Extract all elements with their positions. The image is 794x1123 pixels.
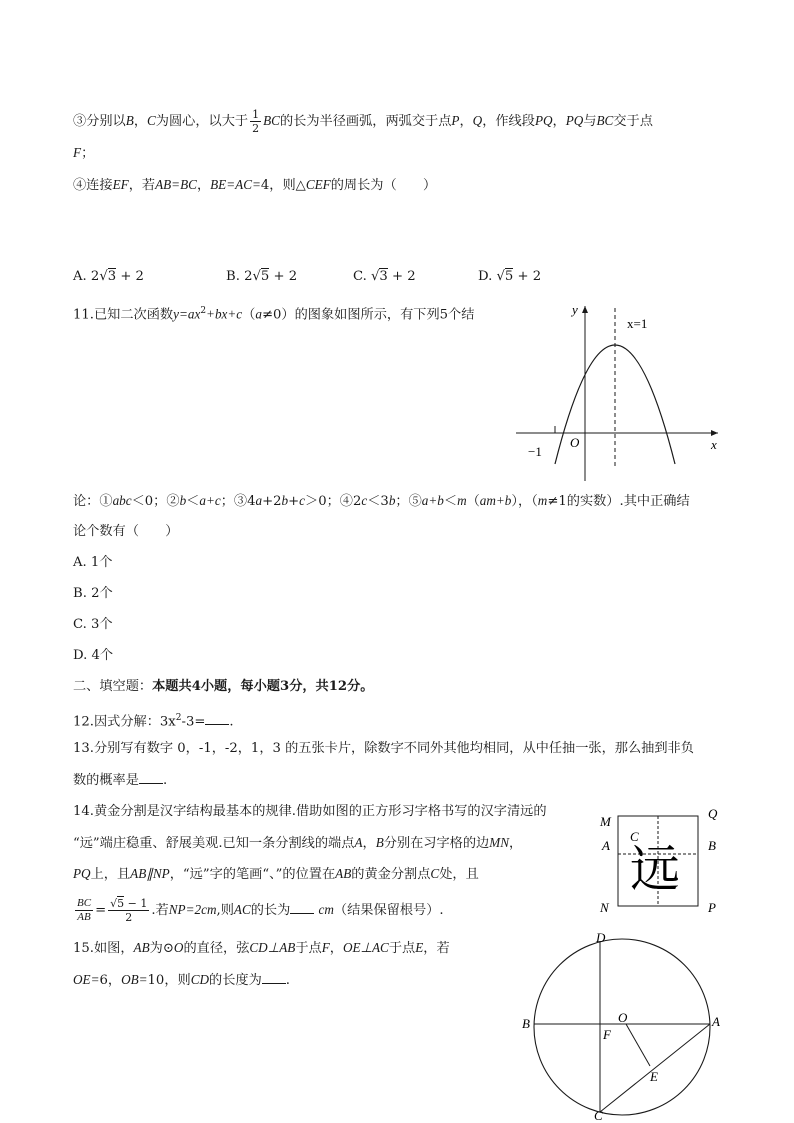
q14-text: “远”端庄稳重、舒展美观.已知一条分割线的端点 xyxy=(73,836,355,851)
q10-option-b xyxy=(226,269,297,284)
q10-var: CEF xyxy=(305,177,331,192)
heading-text: 二、填空题： xyxy=(73,679,153,694)
q10-text: 的周长为（ ） xyxy=(330,178,437,193)
heading-text: 分。 xyxy=(347,679,374,694)
q11-choice-b: B. 2个 xyxy=(73,586,113,601)
q11-choice-c: C. 3个 xyxy=(73,617,113,632)
frac-num-rest: − 1 xyxy=(124,897,148,910)
y-axis-arrow-icon xyxy=(582,306,588,313)
q12-text: 12.因式分解：3x xyxy=(73,714,176,730)
frac-num: BC xyxy=(77,897,92,909)
label-C: C xyxy=(594,1108,603,1123)
q11-text: ≠0）的图象如图所示，有下列5个结 xyxy=(261,307,475,323)
heading-text: 12 xyxy=(328,679,348,694)
q12-sup: 2 xyxy=(175,713,182,723)
q14-answer-blank[interactable] xyxy=(290,901,314,914)
q10-text: ； xyxy=(81,146,95,161)
label-C: C xyxy=(630,829,639,844)
y-label: y xyxy=(572,302,578,317)
q10-text: ，若 xyxy=(128,178,156,193)
q13-answer-blank[interactable] xyxy=(139,771,163,784)
q10-option-a xyxy=(73,269,144,284)
label-O: O xyxy=(618,1010,628,1025)
q14-text: ， xyxy=(362,836,376,851)
q11-text: ＜ xyxy=(443,494,458,509)
q10-var: BC xyxy=(263,113,280,128)
q15-line1 xyxy=(73,939,450,958)
q14-text: = xyxy=(95,903,107,918)
q11-text: 论：① xyxy=(73,494,113,509)
q10-text: 4，则△ xyxy=(260,178,306,193)
q14-line1: 14.黄金分割是汉字结构最基本的规律.借助如图的正方形习字格书写的汉字清远的 xyxy=(73,804,547,819)
q14-var: AB∥NP xyxy=(130,866,170,881)
q12-answer-blank[interactable] xyxy=(205,712,229,725)
q10-var: AB=BC xyxy=(155,177,197,192)
q10-var: PQ xyxy=(534,113,553,128)
q15-answer-blank[interactable] xyxy=(262,971,286,984)
q11-conclusions xyxy=(73,492,690,511)
golden-ratio-fraction xyxy=(108,897,149,924)
q10-var: B xyxy=(125,113,134,128)
option-rest: + 2 xyxy=(273,269,298,284)
q14-var: NP= xyxy=(168,902,195,917)
q11-text: + xyxy=(288,494,300,509)
q15-text: 的直径，弦 xyxy=(183,941,250,956)
label-E: E xyxy=(650,1069,658,1084)
q11-var: a+b xyxy=(421,493,444,508)
q15-text: 10，则 xyxy=(147,973,191,988)
q11-text: （ xyxy=(242,307,256,323)
heading-text: 3 xyxy=(280,679,290,694)
label-Q: Q xyxy=(708,806,718,821)
q11-var: a xyxy=(255,493,263,508)
q10-step4 xyxy=(73,176,436,195)
label-N: N xyxy=(600,900,609,915)
q11-text: ＜0；② xyxy=(131,494,180,509)
option-radicand: 3 xyxy=(379,269,388,284)
q11-text: 11.已知二次函数 xyxy=(73,307,174,323)
radicand: 5 xyxy=(117,897,125,910)
sqrt-icon: √ xyxy=(110,897,118,910)
q15-var: AB xyxy=(133,940,150,955)
q10-text: ， xyxy=(196,178,211,193)
heading-text: 小题，每小题 xyxy=(200,679,280,694)
q11-text: ；⑤ xyxy=(395,494,422,509)
q13-text: 数的概率是 xyxy=(73,773,139,788)
q15-text: 6， xyxy=(99,973,122,988)
q11-parabola-graph xyxy=(510,296,725,486)
q11-var: c xyxy=(299,493,306,508)
q10-var: EF xyxy=(112,177,129,192)
q14-line3 xyxy=(73,865,479,884)
neg-one-label: −1 xyxy=(528,444,542,459)
q12 xyxy=(73,709,234,731)
frac-den: 2 xyxy=(252,122,260,135)
q11-text: ；③4 xyxy=(220,494,256,509)
q10-text: 为圆心，以大于 xyxy=(155,114,249,129)
sqrt-icon: √ xyxy=(496,269,505,284)
option-letter: C. xyxy=(353,269,367,284)
q11-var: b xyxy=(281,493,289,508)
frac-den: 2 xyxy=(125,911,133,924)
option-letter: B. xyxy=(226,269,240,284)
q11-choice-a: A. 1个 xyxy=(73,555,113,570)
heading-text: 4 xyxy=(191,679,201,694)
q11-var: am+b xyxy=(479,493,512,508)
q11-var: m xyxy=(537,493,548,508)
q15-text: 为⊙ xyxy=(149,941,174,956)
segment-oe xyxy=(626,1024,650,1066)
label-M: M xyxy=(600,814,611,829)
q14-text: 的长为 xyxy=(250,903,291,918)
sqrt-icon: √ xyxy=(252,269,261,284)
q10-text: ， xyxy=(552,114,566,129)
q14-text: .若 xyxy=(151,903,169,918)
q11-text: ≠1的实数）.其中正确结 xyxy=(547,494,690,509)
option-radicand: 3 xyxy=(107,269,117,284)
q14-var: A xyxy=(354,835,363,850)
q10-step3-line2 xyxy=(73,144,94,163)
q13-line1: 13.分别写有数字 0，-1，-2，1，3 的五张卡片，除数字不同外其他均相同，从中任抽一张，那么抽到非负 xyxy=(73,741,694,756)
yuan-character: 远 xyxy=(630,841,680,897)
q15-text: 的长度为 xyxy=(209,973,262,988)
frac-den: AB xyxy=(77,911,91,923)
q14-var: B xyxy=(375,835,384,850)
q15-var: OE= xyxy=(73,972,100,987)
option-coef: 2 xyxy=(244,269,253,284)
q14-text: ，“远”字的笔画“、”的位置在 xyxy=(169,867,336,882)
sqrt-icon: √ xyxy=(99,269,108,284)
q14-line4 xyxy=(73,897,444,924)
label-A: A xyxy=(602,838,610,853)
q10-text: 与 xyxy=(583,114,597,129)
q11-line3: 论个数有（ ） xyxy=(73,524,179,539)
q14-var: MN xyxy=(489,835,510,850)
q11-choice-d: D. 4个 xyxy=(73,648,114,663)
q14-var: C xyxy=(430,866,440,881)
q15-text: 于点 xyxy=(295,941,322,956)
frac-num: 1 xyxy=(252,108,260,121)
option-rest: + 2 xyxy=(517,269,542,284)
q15-var: F xyxy=(321,940,330,955)
q11-var: c xyxy=(361,493,368,508)
q10-var: BC xyxy=(596,113,614,128)
frac-num xyxy=(108,897,149,911)
q11-text: ＞0；④2 xyxy=(305,494,362,509)
label-B: B xyxy=(522,1016,530,1031)
label-A: A xyxy=(712,1014,720,1029)
q11-var: a+c xyxy=(199,493,221,508)
q13-text: . xyxy=(162,773,168,788)
sqrt-icon: √ xyxy=(371,269,380,284)
bc-over-ab-fraction xyxy=(75,897,93,924)
q14-text: 分别在习字格的边 xyxy=(383,836,490,851)
label-P: P xyxy=(708,900,716,915)
q11-var: y=ax xyxy=(173,306,201,322)
q10-text: ③分别以 xyxy=(73,114,126,129)
q11-var: m xyxy=(457,493,467,508)
q10-fraction xyxy=(250,108,261,135)
option-rest: + 2 xyxy=(120,269,144,284)
q14-var: PQ xyxy=(73,866,91,881)
q10-var: F xyxy=(73,145,82,160)
option-rest: + 2 xyxy=(392,269,416,284)
label-B: B xyxy=(708,838,716,853)
q10-var: P xyxy=(451,113,460,128)
q11-var: b xyxy=(388,493,396,508)
option-radicand: 5 xyxy=(260,269,270,284)
q14-text: ,则 xyxy=(216,903,234,918)
q15-var: O xyxy=(173,940,184,955)
q10-var: PQ xyxy=(565,113,584,128)
option-radicand: 5 xyxy=(504,269,514,284)
q15-var: CD xyxy=(190,972,210,987)
option-letter: D. xyxy=(478,269,493,284)
q10-text: ④连接 xyxy=(73,178,113,193)
q10-step3-line1 xyxy=(73,108,653,135)
q14-var: cm xyxy=(318,902,334,917)
q11-var: b xyxy=(179,493,187,508)
q10-text: ， xyxy=(133,114,147,129)
q15-circle-figure xyxy=(520,930,730,1123)
q11-stem xyxy=(73,302,474,324)
q12-text: -3= xyxy=(181,714,206,730)
origin-label: O xyxy=(570,435,580,450)
q14-text: 的黄金分割点 xyxy=(351,867,431,882)
q15-text: ， xyxy=(329,941,343,956)
q11-var: a xyxy=(255,306,262,322)
heading-text: 本题共 xyxy=(152,679,192,694)
label-D: D xyxy=(596,930,606,945)
q14-text: （结果保留根号）. xyxy=(333,903,444,918)
q15-text: . xyxy=(285,973,290,988)
q14-var: 2 xyxy=(194,902,202,917)
q14-text: 处，且 xyxy=(439,867,479,882)
option-letter: A. xyxy=(73,269,87,284)
q10-text: ，作线段 xyxy=(482,114,535,129)
q14-text: 上，且 xyxy=(90,867,131,882)
q15-text: 于点 xyxy=(388,941,416,956)
q15-line2 xyxy=(73,971,290,990)
q10-text: ， xyxy=(459,114,473,129)
q15-var: OB= xyxy=(121,972,148,987)
q15-var: OE⊥AC xyxy=(342,940,389,955)
q14-text: ， xyxy=(509,836,523,851)
q15-var: E xyxy=(415,940,424,955)
circle-o xyxy=(534,939,710,1115)
q15-text: 15.如图， xyxy=(73,941,134,956)
q15-var: CD⊥AB xyxy=(249,940,296,955)
q11-sup: 2 xyxy=(200,306,207,316)
q11-text: ＜3 xyxy=(367,494,389,509)
x-label: x xyxy=(711,437,717,452)
q14-var: AC xyxy=(233,902,251,917)
q11-text: +2 xyxy=(262,494,282,509)
q10-var: BE=AC= xyxy=(210,177,261,192)
section2-heading xyxy=(73,678,373,696)
q11-var: abc xyxy=(112,493,132,508)
q14-grid-figure xyxy=(590,806,730,918)
q10-var: C xyxy=(147,113,156,128)
option-coef: 2 xyxy=(90,269,100,284)
q14-var: cm xyxy=(201,902,217,917)
heading-text: 分，共 xyxy=(289,679,329,694)
q15-text: ，若 xyxy=(423,941,450,956)
label-F: F xyxy=(603,1027,611,1042)
q10-text: 交于点 xyxy=(613,114,653,129)
q11-text: ＜ xyxy=(186,494,200,509)
symmetry-label: x=1 xyxy=(627,316,648,331)
q11-text: （ xyxy=(466,494,480,509)
chord-ac xyxy=(600,1024,710,1112)
q12-text: . xyxy=(229,714,234,730)
q14-var: AB xyxy=(335,866,352,881)
q10-option-c xyxy=(353,269,416,284)
q11-text: ），（ xyxy=(511,494,538,509)
q10-var: Q xyxy=(472,113,483,128)
q10-text: 的长为半径画弧，两弧交于点 xyxy=(279,114,452,129)
q13-line2 xyxy=(73,771,167,790)
q10-option-d xyxy=(478,269,541,284)
q14-line2 xyxy=(73,834,522,853)
x-axis-arrow-icon xyxy=(711,430,718,436)
q11-var: +bx+c xyxy=(206,306,243,322)
